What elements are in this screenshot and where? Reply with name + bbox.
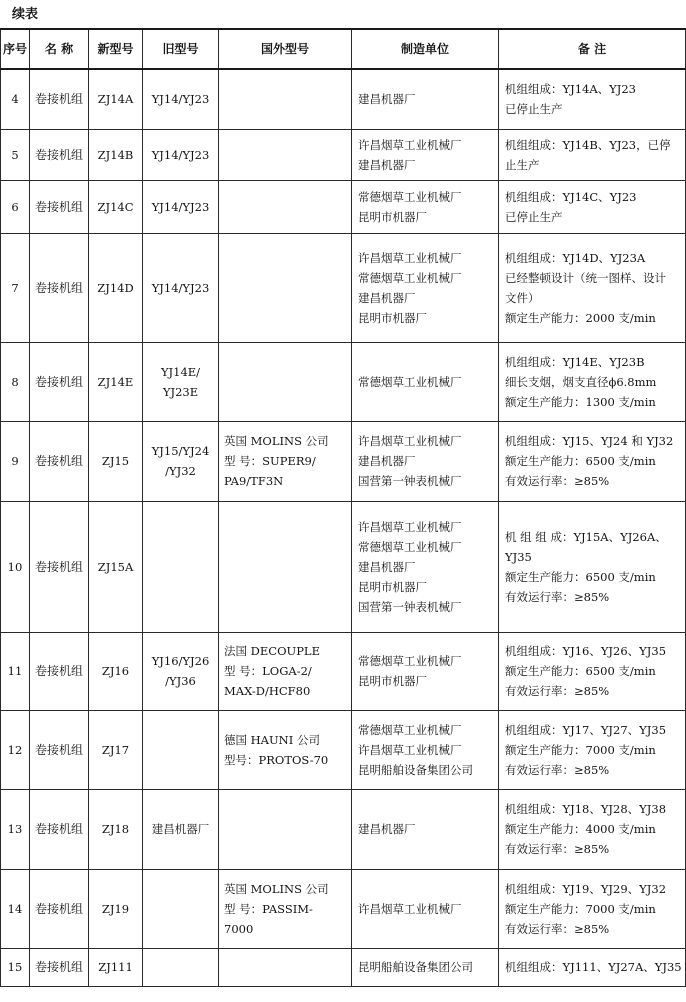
cell-foreign-model — [219, 342, 352, 421]
cell-manufacturer-line: 许昌烟草工业机械厂 — [358, 434, 462, 448]
cell-old-model — [143, 869, 219, 948]
cell-manufacturer — [352, 69, 499, 129]
cell-old-model — [143, 710, 219, 789]
cell-foreign-model-line: MAX-D/HCF80 — [224, 684, 311, 698]
cell-manufacturer — [352, 233, 499, 342]
cell-manufacturer-line: 许昌烟草工业机械厂 — [358, 250, 462, 265]
header-new-model: 新型号 — [89, 29, 143, 69]
header-manufacturer: 制造单位 — [352, 29, 499, 69]
table-row — [1, 710, 686, 789]
cell-remarks-line: 已停止生产 — [505, 102, 563, 117]
cell-manufacturer — [352, 421, 499, 501]
cell-new-model: ZJ14A — [89, 69, 143, 129]
cell-remarks — [499, 632, 686, 710]
cell-foreign-model — [219, 421, 352, 501]
cell-foreign-model — [219, 501, 352, 632]
cell-foreign-model — [219, 869, 352, 948]
cell-name: 卷接机组 — [30, 948, 89, 986]
cell-foreign-model — [219, 789, 352, 869]
table-row — [1, 233, 686, 342]
cell-name: 卷接机组 — [30, 869, 89, 948]
cell-manufacturer-line: 昆明市机器厂 — [358, 209, 427, 224]
cell-old-model-line: 建昌机器厂 — [151, 822, 210, 836]
cell-manufacturer-line: 常德烟草工业机械厂 — [358, 722, 462, 737]
cell-old-model — [143, 632, 219, 710]
cell-manufacturer-line: 建昌机器厂 — [358, 92, 416, 107]
cell-name: 卷接机组 — [30, 632, 89, 710]
cell-old-model — [143, 948, 219, 986]
cell-new-model: ZJ111 — [89, 948, 143, 986]
cell-remarks-line: 有效运行率：≥85% — [505, 921, 610, 936]
cell-remarks-line: 机组组成：YJ16、YJ26、YJ35 — [505, 644, 667, 658]
cell-old-model — [143, 129, 219, 180]
cell-name: 卷接机组 — [30, 789, 89, 869]
cell-manufacturer — [352, 789, 499, 869]
cell-remarks-line: 已停止生产 — [505, 209, 563, 224]
cell-manufacturer-line: 许昌烟草工业机械厂 — [358, 742, 462, 757]
table-caption: 续表 — [12, 7, 39, 22]
table-header — [1, 29, 686, 69]
cell-old-model-line: YJ14/YJ23 — [151, 92, 210, 107]
cell-foreign-model-line: 德国 HAUNI 公司 — [224, 732, 320, 747]
cell-new-model: ZJ14B — [89, 129, 143, 180]
cell-foreign-model-line: 型 号：PASSIM- — [224, 901, 313, 916]
cell-remarks-line: 机组组成：YJ18、YJ28、YJ38 — [505, 802, 667, 816]
table-row — [1, 342, 686, 421]
cell-name: 卷接机组 — [30, 710, 89, 789]
table-row — [1, 632, 686, 710]
cell-remarks-line: 机组组成：YJ15、YJ24 和 YJ32 — [505, 434, 674, 448]
cell-remarks-line: 机组组成：YJ19、YJ29、YJ32 — [505, 881, 667, 896]
cell-old-model — [143, 789, 219, 869]
cell-no: 10 — [1, 501, 30, 632]
cell-remarks-line: 机组组成：YJ14A、YJ23 — [505, 82, 636, 97]
cell-remarks-line: 机组组成：YJ14E、YJ23B — [505, 354, 645, 369]
cell-no: 6 — [1, 180, 30, 233]
table-row — [1, 789, 686, 869]
cell-remarks — [499, 233, 686, 342]
cell-foreign-model-line: 7000 — [224, 921, 254, 936]
cell-manufacturer-line: 建昌机器厂 — [358, 157, 416, 172]
cell-manufacturer-line: 建昌机器厂 — [358, 559, 416, 574]
cell-remarks-line: 有效运行率：≥85% — [505, 684, 610, 698]
cell-remarks-line: 有效运行率：≥85% — [505, 589, 610, 604]
cell-no: 15 — [1, 948, 30, 986]
cell-remarks-line: 文件） — [505, 290, 540, 305]
cell-manufacturer-line: 许昌烟草工业机械厂 — [358, 901, 462, 916]
cell-new-model: ZJ14C — [89, 180, 143, 233]
cell-name: 卷接机组 — [30, 69, 89, 129]
cell-old-model-line: YJ14/YJ23 — [151, 199, 210, 214]
equipment-table — [0, 28, 686, 987]
table-row — [1, 421, 686, 501]
cell-remarks-line: 额定生产能力：2000 支/min — [505, 310, 656, 325]
cell-manufacturer-line: 昆明市机器厂 — [358, 579, 427, 594]
cell-new-model: ZJ18 — [89, 789, 143, 869]
cell-remarks — [499, 948, 686, 986]
cell-manufacturer — [352, 180, 499, 233]
table-row — [1, 180, 686, 233]
header-remarks: 备 注 — [499, 29, 686, 69]
cell-manufacturer-line: 昆明船舶设备集团公司 — [358, 960, 473, 974]
cell-manufacturer-line: 建昌机器厂 — [358, 454, 416, 468]
cell-remarks-line: 细长支烟，烟支直径ϕ6.8mm — [505, 374, 657, 389]
cell-manufacturer-line: 许昌烟草工业机械厂 — [358, 519, 462, 534]
cell-manufacturer-line: 常德烟草工业机械厂 — [358, 189, 462, 204]
cell-old-model — [143, 501, 219, 632]
cell-old-model-line: YJ15/YJ24 — [151, 444, 210, 458]
cell-manufacturer-line: 建昌机器厂 — [358, 822, 416, 836]
table-row — [1, 129, 686, 180]
table-row — [1, 501, 686, 632]
cell-old-model-line: YJ14/YJ23 — [151, 280, 210, 295]
cell-remarks — [499, 710, 686, 789]
cell-old-model-line: YJ16/YJ26 — [151, 654, 210, 668]
cell-remarks-line: 机组组成：YJ14B、YJ23，已停 — [505, 137, 671, 152]
cell-name: 卷接机组 — [30, 342, 89, 421]
cell-name: 卷接机组 — [30, 501, 89, 632]
cell-foreign-model-line: 英国 MOLINS 公司 — [224, 881, 329, 896]
cell-remarks-line: 有效运行率：≥85% — [505, 762, 610, 777]
cell-manufacturer-line: 常德烟草工业机械厂 — [358, 270, 462, 285]
cell-old-model — [143, 233, 219, 342]
cell-old-model — [143, 180, 219, 233]
cell-old-model-line: /YJ32 — [165, 464, 196, 478]
cell-manufacturer-line: 国营第一钟表机械厂 — [358, 599, 462, 614]
cell-no: 8 — [1, 342, 30, 421]
cell-remarks-line: 额定生产能力：4000 支/min — [505, 822, 656, 836]
header-old-model: 旧型号 — [143, 29, 219, 69]
cell-old-model-line: YJ14/YJ23 — [151, 147, 210, 162]
cell-manufacturer-line: 昆明船舶设备集团公司 — [358, 762, 473, 777]
cell-no: 7 — [1, 233, 30, 342]
cell-remarks — [499, 342, 686, 421]
cell-old-model — [143, 342, 219, 421]
cell-remarks-line: 额定生产能力：6500 支/min — [505, 454, 656, 468]
cell-old-model-line: YJ23E — [162, 384, 199, 399]
cell-new-model: ZJ14D — [89, 233, 143, 342]
cell-remarks-line: 额定生产能力：6500 支/min — [505, 664, 656, 678]
table-row — [1, 69, 686, 129]
table-body — [1, 69, 686, 986]
cell-name: 卷接机组 — [30, 233, 89, 342]
cell-remarks-line: 有效运行率：≥85% — [505, 842, 610, 856]
cell-no: 11 — [1, 632, 30, 710]
table-row — [1, 869, 686, 948]
cell-manufacturer-line: 常德烟草工业机械厂 — [358, 654, 462, 668]
cell-foreign-model — [219, 129, 352, 180]
cell-manufacturer-line: 常德烟草工业机械厂 — [358, 374, 462, 389]
cell-new-model: ZJ19 — [89, 869, 143, 948]
cell-new-model: ZJ17 — [89, 710, 143, 789]
cell-no: 14 — [1, 869, 30, 948]
cell-remarks — [499, 180, 686, 233]
cell-remarks — [499, 501, 686, 632]
cell-manufacturer-line: 常德烟草工业机械厂 — [358, 539, 462, 554]
cell-new-model: ZJ15 — [89, 421, 143, 501]
cell-foreign-model — [219, 948, 352, 986]
cell-manufacturer — [352, 501, 499, 632]
cell-remarks-line: 止生产 — [505, 157, 540, 172]
cell-manufacturer — [352, 869, 499, 948]
cell-remarks-line: 额定生产能力：7000 支/min — [505, 901, 656, 916]
cell-no: 5 — [1, 129, 30, 180]
cell-no: 12 — [1, 710, 30, 789]
cell-remarks — [499, 69, 686, 129]
cell-name: 卷接机组 — [30, 421, 89, 501]
cell-remarks-line: 额定生产能力：7000 支/min — [505, 742, 656, 757]
cell-old-model — [143, 421, 219, 501]
cell-remarks-line: 有效运行率：≥85% — [505, 474, 610, 488]
cell-foreign-model — [219, 69, 352, 129]
header-no: 序号 — [1, 29, 30, 69]
cell-remarks-line: 额定生产能力：1300 支/min — [505, 394, 656, 409]
cell-new-model: ZJ14E — [89, 342, 143, 421]
cell-old-model-line: /YJ36 — [165, 674, 196, 688]
cell-foreign-model-line: 型 号：SUPER9/ — [224, 454, 316, 468]
cell-manufacturer-line: 许昌烟草工业机械厂 — [358, 137, 462, 152]
cell-no: 4 — [1, 69, 30, 129]
cell-remarks-line: 已经整顿设计（统一图样、设计 — [505, 270, 666, 285]
cell-manufacturer — [352, 632, 499, 710]
cell-remarks-line: 机组组成：YJ111、YJ27A、YJ35 — [505, 960, 682, 974]
cell-foreign-model — [219, 710, 352, 789]
cell-name: 卷接机组 — [30, 129, 89, 180]
cell-manufacturer — [352, 342, 499, 421]
cell-old-model — [143, 69, 219, 129]
cell-new-model: ZJ15A — [89, 501, 143, 632]
table-row — [1, 948, 686, 986]
cell-foreign-model-line: 型 号：LOGA-2/ — [224, 664, 312, 678]
cell-remarks — [499, 129, 686, 180]
cell-foreign-model — [219, 180, 352, 233]
cell-remarks — [499, 789, 686, 869]
cell-remarks-line: 机组组成：YJ14D、YJ23A — [505, 250, 646, 265]
cell-remarks-line: 额定生产能力：6500 支/min — [505, 569, 656, 584]
cell-foreign-model-line: PA9/TF3N — [224, 474, 284, 488]
cell-remarks-line: 机组组成：YJ17、YJ27、YJ35 — [505, 722, 667, 737]
cell-manufacturer-line: 国营第一钟表机械厂 — [358, 474, 462, 488]
header-foreign-model: 国外型号 — [219, 29, 352, 69]
cell-foreign-model-line: 英国 MOLINS 公司 — [224, 434, 329, 448]
cell-manufacturer — [352, 948, 499, 986]
header-name: 名 称 — [30, 29, 89, 69]
cell-manufacturer-line: 昆明市机器厂 — [358, 674, 427, 688]
cell-foreign-model-line: 法国 DECOUPLE — [224, 644, 320, 658]
cell-foreign-model — [219, 233, 352, 342]
cell-foreign-model-line: 型号：PROTOS-70 — [224, 752, 329, 767]
cell-no: 13 — [1, 789, 30, 869]
cell-name: 卷接机组 — [30, 180, 89, 233]
cell-old-model-line: YJ14E/ — [160, 364, 201, 379]
cell-no: 9 — [1, 421, 30, 501]
cell-manufacturer-line: 建昌机器厂 — [358, 290, 416, 305]
cell-remarks — [499, 869, 686, 948]
cell-remarks-line: YJ35 — [505, 549, 532, 564]
cell-manufacturer-line: 昆明市机器厂 — [358, 310, 427, 325]
cell-manufacturer — [352, 129, 499, 180]
cell-manufacturer — [352, 710, 499, 789]
cell-remarks-line: 机 组 组 成：YJ15A、YJ26A、 — [505, 529, 667, 544]
cell-remarks — [499, 421, 686, 501]
cell-new-model: ZJ16 — [89, 632, 143, 710]
cell-foreign-model — [219, 632, 352, 710]
cell-remarks-line: 机组组成：YJ14C、YJ23 — [505, 189, 637, 204]
